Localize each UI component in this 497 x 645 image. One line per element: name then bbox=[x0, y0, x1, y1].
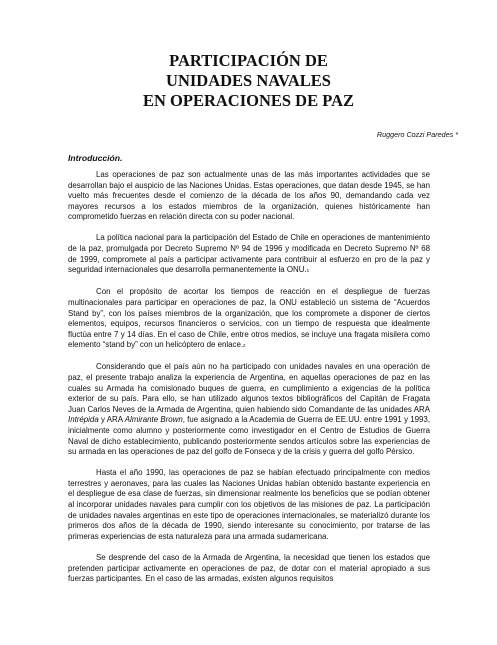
paragraph-3-text: Con el propósito de acortar los tiempos de reacción en el despliegue de fuerzas multinacionales para participar en operaciones de paz, la ONU estableció un sistema de “Acuerdos Stand by”, con los países miembros de la organización, que los compromete a disponer de ciertos elementos, equipos, recursos financieros o servicios, con un tiempo de respuesta que idealmente fluctúa entre 7 y 14 días. En el caso de Chile, entre otros medios, se incluye una fragata misilera como elemento “stand by” con un helicóptero de enlace. bbox=[68, 287, 430, 350]
paragraph-2-text: La política nacional para la participación del Estado de Chile en operaciones de mantenimiento de la paz, promulgada por Decreto Supremo Nº 94 de 1996 y modificada en Decreto Supremo Nº 68 de 1999, compromete al país a participar activamente para contribuir al esfuerzo en pro de la paz y seguridad internacionales que desarrolla permanentemente la ONU. bbox=[68, 233, 430, 275]
paragraph-6 bbox=[68, 553, 430, 585]
paragraph-1-text: Las operaciones de paz son actualmente unas de las más importantes actividades que se desarrollan bajo el auspicio de las Naciones Unidas. Estas operaciones, que datan desde 1945, se han vuelto más frecuentes desde el comienzo de la década de los años 90, demandando cada vez mayores recursos a los estados miembros de la organización, quienes históricamente han comprometido fuerzas en relación directa con su poder nacional. bbox=[68, 170, 430, 222]
title-line-3: EN OPERACIONES DE PAZ bbox=[142, 91, 354, 110]
footnote-marker-2: 2 bbox=[243, 343, 246, 349]
footnote-marker-1: 1 bbox=[306, 268, 310, 274]
ship-name-intrepida: Intrépida bbox=[68, 415, 99, 425]
paragraph-6-text: Se desprende del caso de la Armada de Argentina, la necesidad que tienen los estados que pretenden participar activamente en operaciones de paz, de dotar con el material apropiado a sus fuerzas participantes. En el caso de las armadas, existen algunos requisitos bbox=[68, 552, 430, 584]
title-line-2: UNIDADES NAVALES bbox=[166, 71, 331, 90]
paragraph-5 bbox=[68, 468, 430, 542]
paragraph-4 bbox=[68, 362, 430, 457]
paragraph-1 bbox=[68, 170, 430, 223]
paragraph-4-text-a: Considerando que el país aún no ha participado con unidades navales en una operación de paz, el presente trabajo analiza la experiencia de Argentina, en aquellas operaciones de paz en las cuales su Armada ha comisionado buques de guerra, en cumplimiento a exigencias de la política exterior de su país. Para ello, se han utilizado algunos textos bibliográficos del Capitán de Fragata Juan Carlos Neves de la Armada de Argentina, quien habiendo sido Comandante de las unidades ARA bbox=[68, 362, 430, 414]
paragraph-3 bbox=[68, 287, 430, 352]
author-name: Ruggero Cozzi Paredes * bbox=[376, 130, 458, 139]
section-heading: Introducción. bbox=[68, 153, 123, 163]
ship-name-almirante-brown: Almirante Brown bbox=[124, 415, 183, 425]
paragraph-2 bbox=[68, 233, 430, 276]
paragraph-4-text-c: , fue asignado a la Academia de Guerra de EE.UU. entre 1991 y 1993, inicialmente como alumno y posteriormente como investigador en el Centro de Estudios de Guerra Naval de dicho establecimiento, publicando posteriormente sendos artículos sobre las experiencias de su armada en las operaciones de paz del golfo de Fonseca y de la crisis y guerra del golfo Pérsico. bbox=[68, 415, 431, 457]
body-text bbox=[68, 170, 430, 585]
paragraph-4-text-b: y ARA bbox=[98, 415, 125, 425]
document-title bbox=[0, 51, 497, 111]
title-line-1: PARTICIPACIÓN DE bbox=[169, 51, 328, 70]
paragraph-5-text: Hasta el año 1990, las operaciones de paz se habían efectuado principalmente con medios terrestres y aeronaves, para las cuales las Naciones Unidas habían obtenido bastante experiencia en el despliegue de esa clase de fuerzas, sin dimensionar realmente los beneficios que se podían obtener al incorporar unidades navales para cumplir con los objetivos de las misiones de paz. La participación de unidades navales argentinas en este tipo de operaciones internacionales, se materializó durante los primeros dos años de la década de 1990, siendo interesante su conocimiento, por tratarse de las primeras experiencias de esta naturaleza para una armada sudamericana. bbox=[68, 468, 430, 541]
